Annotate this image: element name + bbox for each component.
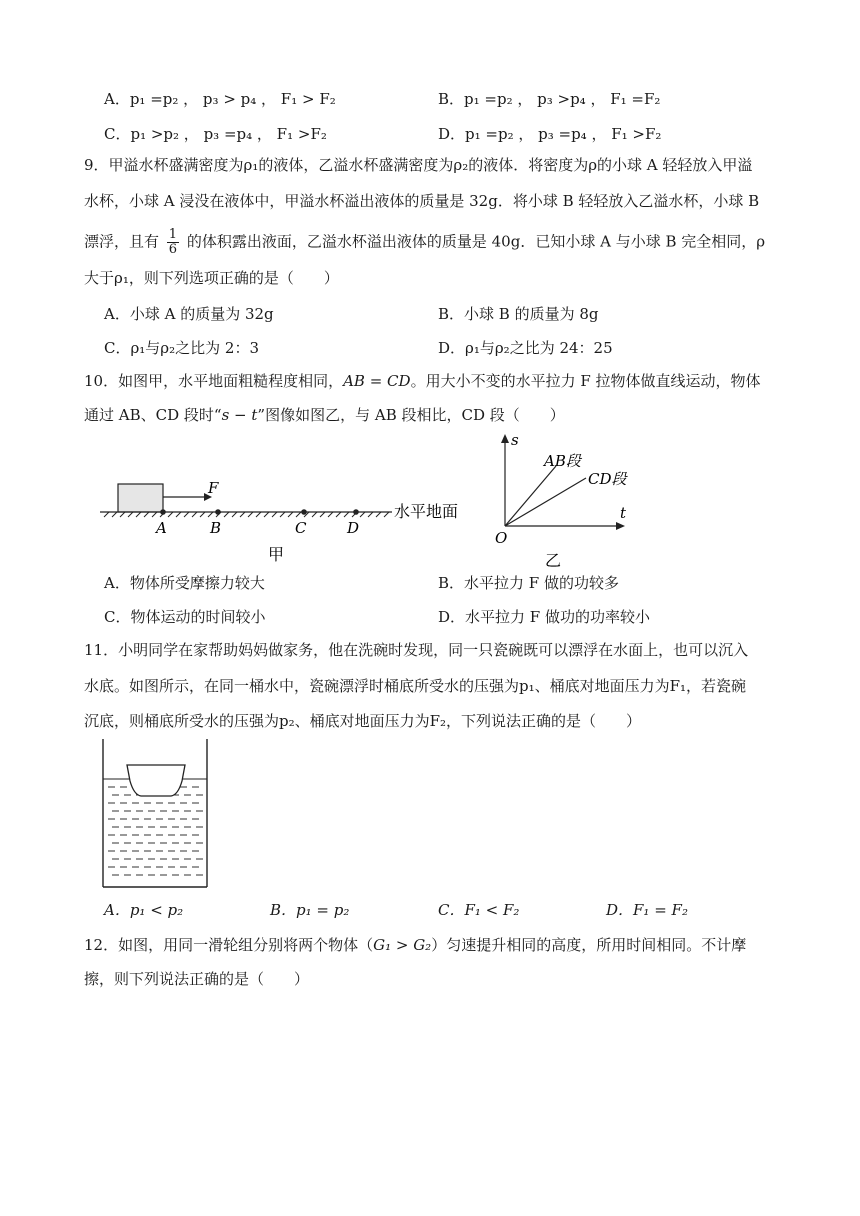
q10-option-a: A．物体所受摩擦力较大 [104, 574, 265, 592]
q8-option-c: C．p₁ >p₂ ， p₃ =p₄ ， F₁ >F₂ [104, 125, 327, 143]
ab-line-label: AB段 [544, 452, 581, 470]
q12-stem-line2: 擦，则下列说法正确的是（ ） [84, 970, 310, 988]
point-d-dot [353, 509, 359, 515]
q10-equation-ab-cd: AB = CD [343, 372, 411, 390]
cd-line [505, 478, 586, 526]
q9-option-a: A．小球 A 的质量为 32g [104, 305, 274, 323]
q9-line3-pre: 漂浮，且有 [84, 232, 160, 251]
q11-stem-line1: 11．小明同学在家帮助妈妈做家务，他在洗碗时发现，同一只瓷碗既可以漂浮在水面上，也可以沉入 [84, 641, 749, 659]
floating-bowl [127, 765, 185, 796]
q10-line2-post: ”图像如图乙，与 AB 段相比，CD 段（ ） [257, 406, 565, 424]
q9-fraction-denominator: 6 [168, 242, 178, 257]
q11-option-c: C．F₁ < F₂ [438, 901, 520, 919]
q11-stem-line2: 水底。如图所示，在同一桶水中，瓷碗漂浮时桶底所受水的压强为p₁、桶底对地面压力为F₁，若瓷碗 [84, 677, 747, 695]
t-axis-arrowhead [616, 522, 625, 530]
ground-hatching [104, 512, 389, 517]
q10-option-d: D．水平拉力 F 做功的功率较小 [438, 608, 650, 626]
s-axis-label: s [511, 431, 519, 449]
q10-line2-pre: 通过 AB、CD 段时“ [84, 406, 222, 424]
cd-line-label: CD段 [588, 470, 627, 488]
q9-fraction-numerator: 1 [168, 227, 178, 242]
s-axis-arrowhead [501, 434, 509, 443]
q9-fraction [167, 228, 179, 257]
q12-line1-pre: 12．如图，用同一滑轮组分别将两个物体（ [84, 936, 374, 954]
point-b-dot [215, 509, 221, 515]
point-c-label: C [295, 519, 307, 537]
origin-label: O [495, 529, 508, 547]
water-dashes [108, 787, 204, 875]
block [118, 484, 163, 512]
ground-label: 水平地面 [394, 502, 459, 521]
point-c-dot [301, 509, 307, 515]
q10-line1-pre: 10．如图甲，水平地面粗糙程度相同， [84, 372, 344, 390]
point-a-label: A [156, 519, 167, 537]
ab-line [505, 466, 556, 526]
q9-option-d: D．ρ₁与ρ₂之比为 24：25 [438, 339, 613, 357]
figure-jia-caption: 甲 [268, 545, 285, 564]
point-b-label: B [210, 519, 222, 537]
q9-stem-line2: 水杯，小球 A 浸没在液体中，甲溢水杯溢出液体的质量是 32g．将小球 B 轻轻放入乙溢水杯，小球 B [84, 192, 760, 210]
q12-weight-compare: G₁ > G₂ [373, 936, 432, 954]
q8-option-a: A．p₁ =p₂ ， p₃ > p₄ ， F₁ > F₂ [104, 90, 336, 108]
q8-option-b: B．p₁ =p₂ ， p₃ >p₄ ， F₁ =F₂ [438, 90, 661, 108]
point-d-label: D [347, 519, 360, 537]
q10-option-b: B．水平拉力 F 做的功较多 [438, 574, 619, 592]
figure-yi-caption: 乙 [545, 551, 562, 570]
q11-bucket-figure [96, 734, 216, 894]
q9-stem-line1: 9．甲溢水杯盛满密度为ρ₁的液体，乙溢水杯盛满密度为ρ₂的液体．将密度为ρ的小球 A 轻轻放入甲溢 [84, 156, 753, 174]
q9-line3-post: 的体积露出液面，乙溢水杯溢出液体的质量是 40g．已知小球 A 与小球 B 完全相同，ρ [186, 232, 766, 251]
q10-option-c: C．物体运动的时间较小 [104, 608, 266, 626]
q10-stem-line2 [84, 405, 565, 425]
q9-stem-line3 [84, 228, 765, 257]
q11-option-b: B．p₁ = p₂ [270, 901, 350, 919]
t-axis-label: t [620, 504, 627, 522]
q10-figure-jia [100, 475, 480, 575]
q9-option-c: C．ρ₁与ρ₂之比为 2：3 [104, 339, 259, 357]
q10-figure-yi [488, 432, 638, 572]
point-a-dot [160, 509, 166, 515]
q9-stem-line4: 大于ρ₁，则下列选项正确的是（ ） [84, 269, 339, 287]
q12-stem-line1 [84, 935, 746, 955]
q11-option-d: D．F₁ = F₂ [606, 901, 688, 919]
force-label: F [208, 479, 219, 497]
q11-option-a: A．p₁ < p₂ [104, 901, 184, 919]
q9-option-b: B．小球 B 的质量为 8g [438, 305, 599, 323]
q11-stem-line3: 沉底，则桶底所受水的压强为p₂、桶底对地面压力为F₂，下列说法正确的是（ ） [84, 712, 642, 730]
q12-line1-post: ）匀速提升相同的高度，所用时间相同。不计摩 [431, 936, 747, 954]
q8-option-d: D．p₁ =p₂ ， p₃ =p₄ ， F₁ >F₂ [438, 125, 662, 143]
q10-stem-line1 [84, 371, 761, 391]
q10-s-t-label: s − t [221, 406, 258, 424]
q10-line1-post: 。用大小不变的水平拉力 F 拉物体做直线运动，物体 [410, 372, 761, 390]
